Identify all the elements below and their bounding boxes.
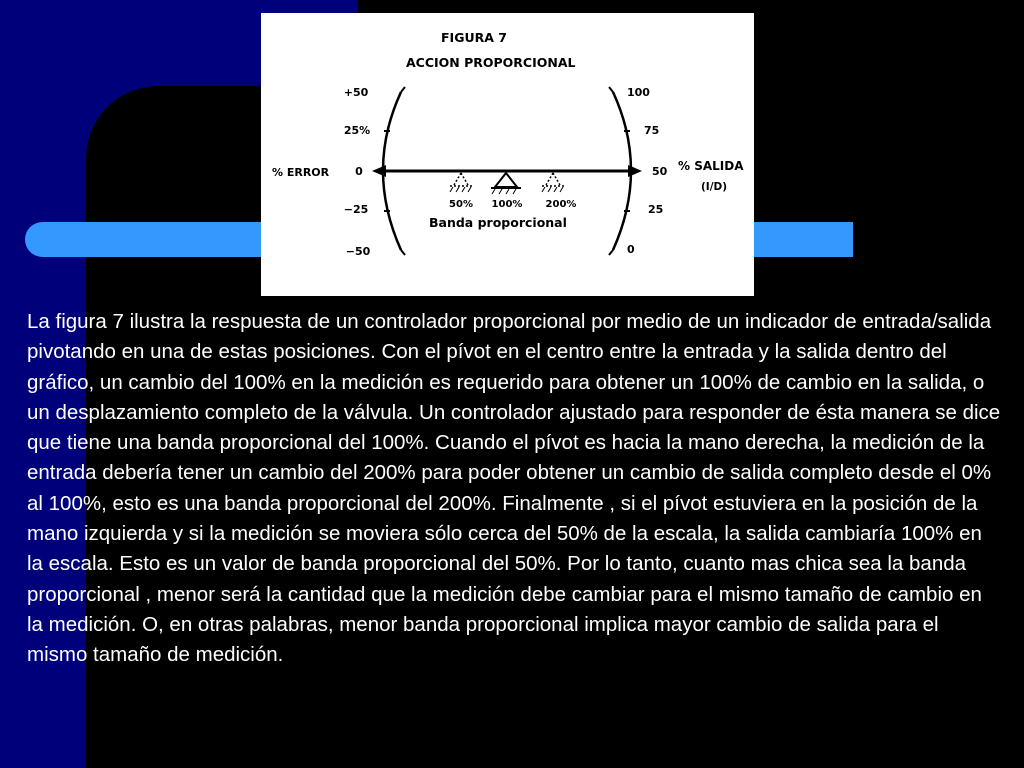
pivot-caption: Banda proporcional (429, 215, 567, 230)
pivot-200-dashed (542, 173, 564, 192)
right-tick-label-50: 50 (652, 165, 668, 178)
lever-arrow-right-head (628, 165, 642, 177)
left-tick-bottom (401, 250, 405, 255)
lever-arrow-left-head (372, 165, 386, 177)
right-tick-top (609, 87, 613, 92)
pivot-50-dashed (450, 173, 472, 192)
left-axis-label: % ERROR (272, 166, 330, 179)
left-tick-label-minus25: −25 (343, 203, 369, 216)
right-axis-label: % SALIDA (678, 159, 744, 173)
right-tick-label-100: 100 (627, 86, 650, 99)
left-tick-label-minus50: −50 (345, 245, 371, 258)
right-tick-bottom (609, 250, 613, 255)
left-tick-label-plus50: +50 (343, 86, 369, 99)
figure-7-diagram (261, 13, 754, 296)
proportional-action-diagram (261, 13, 754, 296)
figure-subtitle: ACCION PROPORCIONAL (406, 55, 576, 70)
left-tick-label-0: 0 (355, 165, 363, 178)
pivot-100-solid (491, 173, 521, 194)
pivot-label-100: 100% (491, 199, 523, 210)
pivot-label-50: 50% (449, 199, 473, 210)
left-tick-label-25: 25% (343, 124, 371, 137)
figure-title: FIGURA 7 (441, 30, 507, 45)
left-tick-top (401, 87, 405, 92)
explanation-paragraph: La figura 7 ilustra la respuesta de un controlador proporcional por medio de un indicador de entrada/salida pivotando en una de estas posiciones. Con el pívot en el centro entre la entrada y la salida dentro del gráfico, un cambio del 100% en la medición es requerido para obtener un 100% de cambio en la salida, o un desplazamiento completo de la válvula. Un controlador ajustado para responder de ésta manera se dice que tiene una banda proporcional del 100%. Cuando el pívot es hacia la mano derecha, la medición de la entrada debería tener un cambio del 200% para poder obtener un cambio de salida completo desde el 0% al 100%, esto es una banda proporcional del 200%. Finalmente , si el pívot estuviera en la posición de la mano izquierda y si la medición se moviera sólo cerca del 50% de la escala, la salida cambiaría 100% en la escala. Esto es un valor de banda proporcional del 50%. Por lo tanto, cuanto mas chica sea la banda proporcional , menor será la cantidad que la medición debe cambiar para el mismo tamaño de cambio en la medición. O, en otras palabras, menor banda proporcional implica mayor cambio de salida para el mismo tamaño de medición. (27, 310, 1001, 667)
right-axis-sublabel: (I/D) (701, 181, 728, 193)
right-tick-label-75: 75 (644, 124, 660, 137)
right-tick-label-0: 0 (627, 243, 635, 256)
pivot-label-200: 200% (545, 199, 577, 210)
right-tick-label-25: 25 (648, 203, 664, 216)
